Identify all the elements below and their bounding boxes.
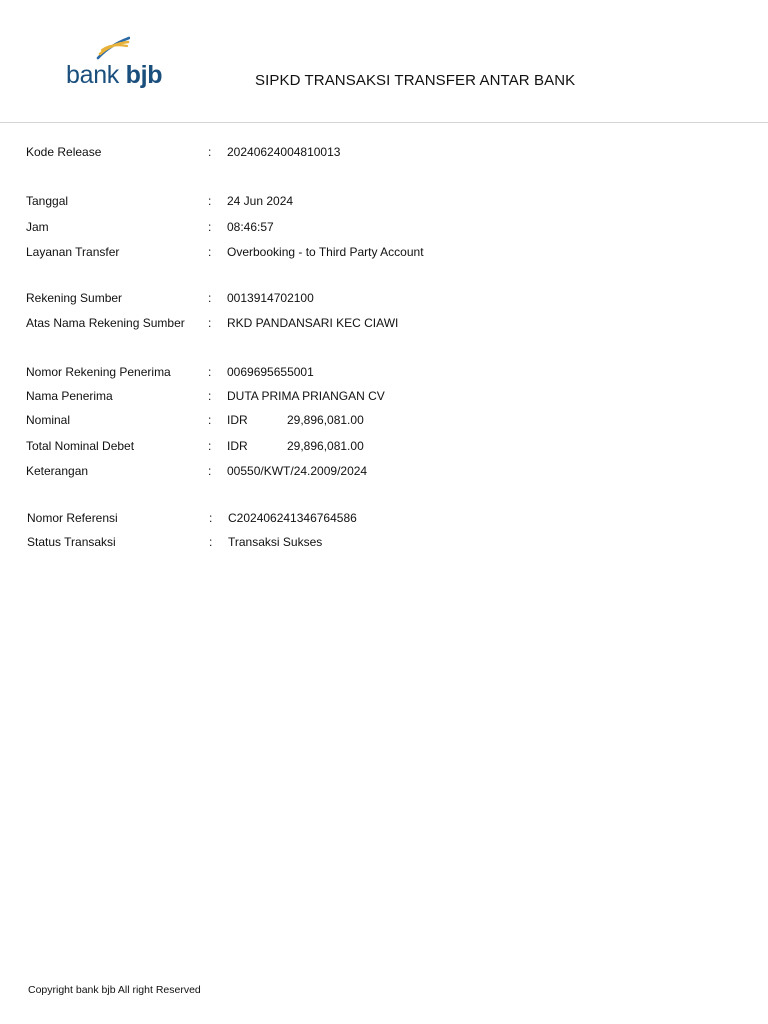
field-label: Jam xyxy=(26,220,49,234)
field-value: 24 Jun 2024 xyxy=(227,194,294,208)
field-label: Tanggal xyxy=(26,194,69,208)
field-kode-release xyxy=(26,144,726,160)
field-separator: : xyxy=(208,245,212,259)
bank-bjb-logo xyxy=(66,36,176,92)
field-keterangan xyxy=(26,463,726,479)
document-title: SIPKD TRANSAKSI TRANSFER ANTAR BANK xyxy=(255,72,576,89)
field-separator: : xyxy=(208,291,212,305)
field-label: Nomor Rekening Penerima xyxy=(26,365,171,379)
field-currency: IDR xyxy=(227,439,248,453)
field-total-nominal-debet xyxy=(26,438,726,454)
field-nomor-rekening-penerima xyxy=(26,364,726,380)
field-value: C202406241346764586 xyxy=(228,511,357,525)
field-separator: : xyxy=(208,316,212,330)
field-status-transaksi xyxy=(27,534,727,550)
logo-swoosh-icon xyxy=(96,36,130,60)
logo-wordmark xyxy=(66,61,162,89)
field-separator: : xyxy=(208,194,212,208)
field-label: Nominal xyxy=(26,413,71,427)
field-atas-nama-rekening-sumber xyxy=(26,315,726,331)
copyright-footer: Copyright bank bjb All right Reserved xyxy=(28,984,201,996)
field-label: Atas Nama Rekening Sumber xyxy=(26,316,185,330)
field-separator: : xyxy=(208,365,212,379)
field-value: RKD PANDANSARI KEC CIAWI xyxy=(227,316,399,330)
field-label: Keterangan xyxy=(26,464,89,478)
field-amount: 29,896,081.00 xyxy=(287,439,364,453)
field-separator: : xyxy=(208,439,212,453)
field-nominal xyxy=(26,412,726,428)
field-separator: : xyxy=(208,464,212,478)
field-label: Rekening Sumber xyxy=(26,291,123,305)
field-jam xyxy=(26,219,726,235)
field-tanggal xyxy=(26,193,726,209)
field-label: Nama Penerima xyxy=(26,389,113,403)
field-label: Total Nominal Debet xyxy=(26,439,135,453)
logo-word-bank: bank xyxy=(66,61,126,89)
field-amount: 29,896,081.00 xyxy=(287,413,364,427)
field-separator: : xyxy=(208,389,212,403)
field-nomor-referensi xyxy=(27,510,727,526)
field-rekening-sumber xyxy=(26,290,726,306)
field-label: Status Transaksi xyxy=(27,535,116,549)
logo-word-bjb: bjb xyxy=(125,61,163,89)
document-header xyxy=(0,0,768,123)
field-separator: : xyxy=(208,145,212,159)
field-separator: : xyxy=(209,535,213,549)
field-label: Kode Release xyxy=(26,145,102,159)
field-value: 20240624004810013 xyxy=(227,145,341,159)
field-label: Layanan Transfer xyxy=(26,245,120,259)
field-value: 0069695655001 xyxy=(227,365,314,379)
field-value: Overbooking - to Third Party Account xyxy=(227,245,424,259)
field-separator: : xyxy=(208,220,212,234)
field-layanan-transfer xyxy=(26,244,726,260)
field-value: DUTA PRIMA PRIANGAN CV xyxy=(227,389,385,403)
field-value: 08:46:57 xyxy=(227,220,274,234)
field-nama-penerima xyxy=(26,388,726,404)
field-value: 00550/KWT/24.2009/2024 xyxy=(227,464,368,478)
field-currency: IDR xyxy=(227,413,248,427)
field-value: Transaksi Sukses xyxy=(228,535,323,549)
field-label: Nomor Referensi xyxy=(27,511,118,525)
field-separator: : xyxy=(209,511,213,525)
field-value: 0013914702100 xyxy=(227,291,314,305)
field-separator: : xyxy=(208,413,212,427)
